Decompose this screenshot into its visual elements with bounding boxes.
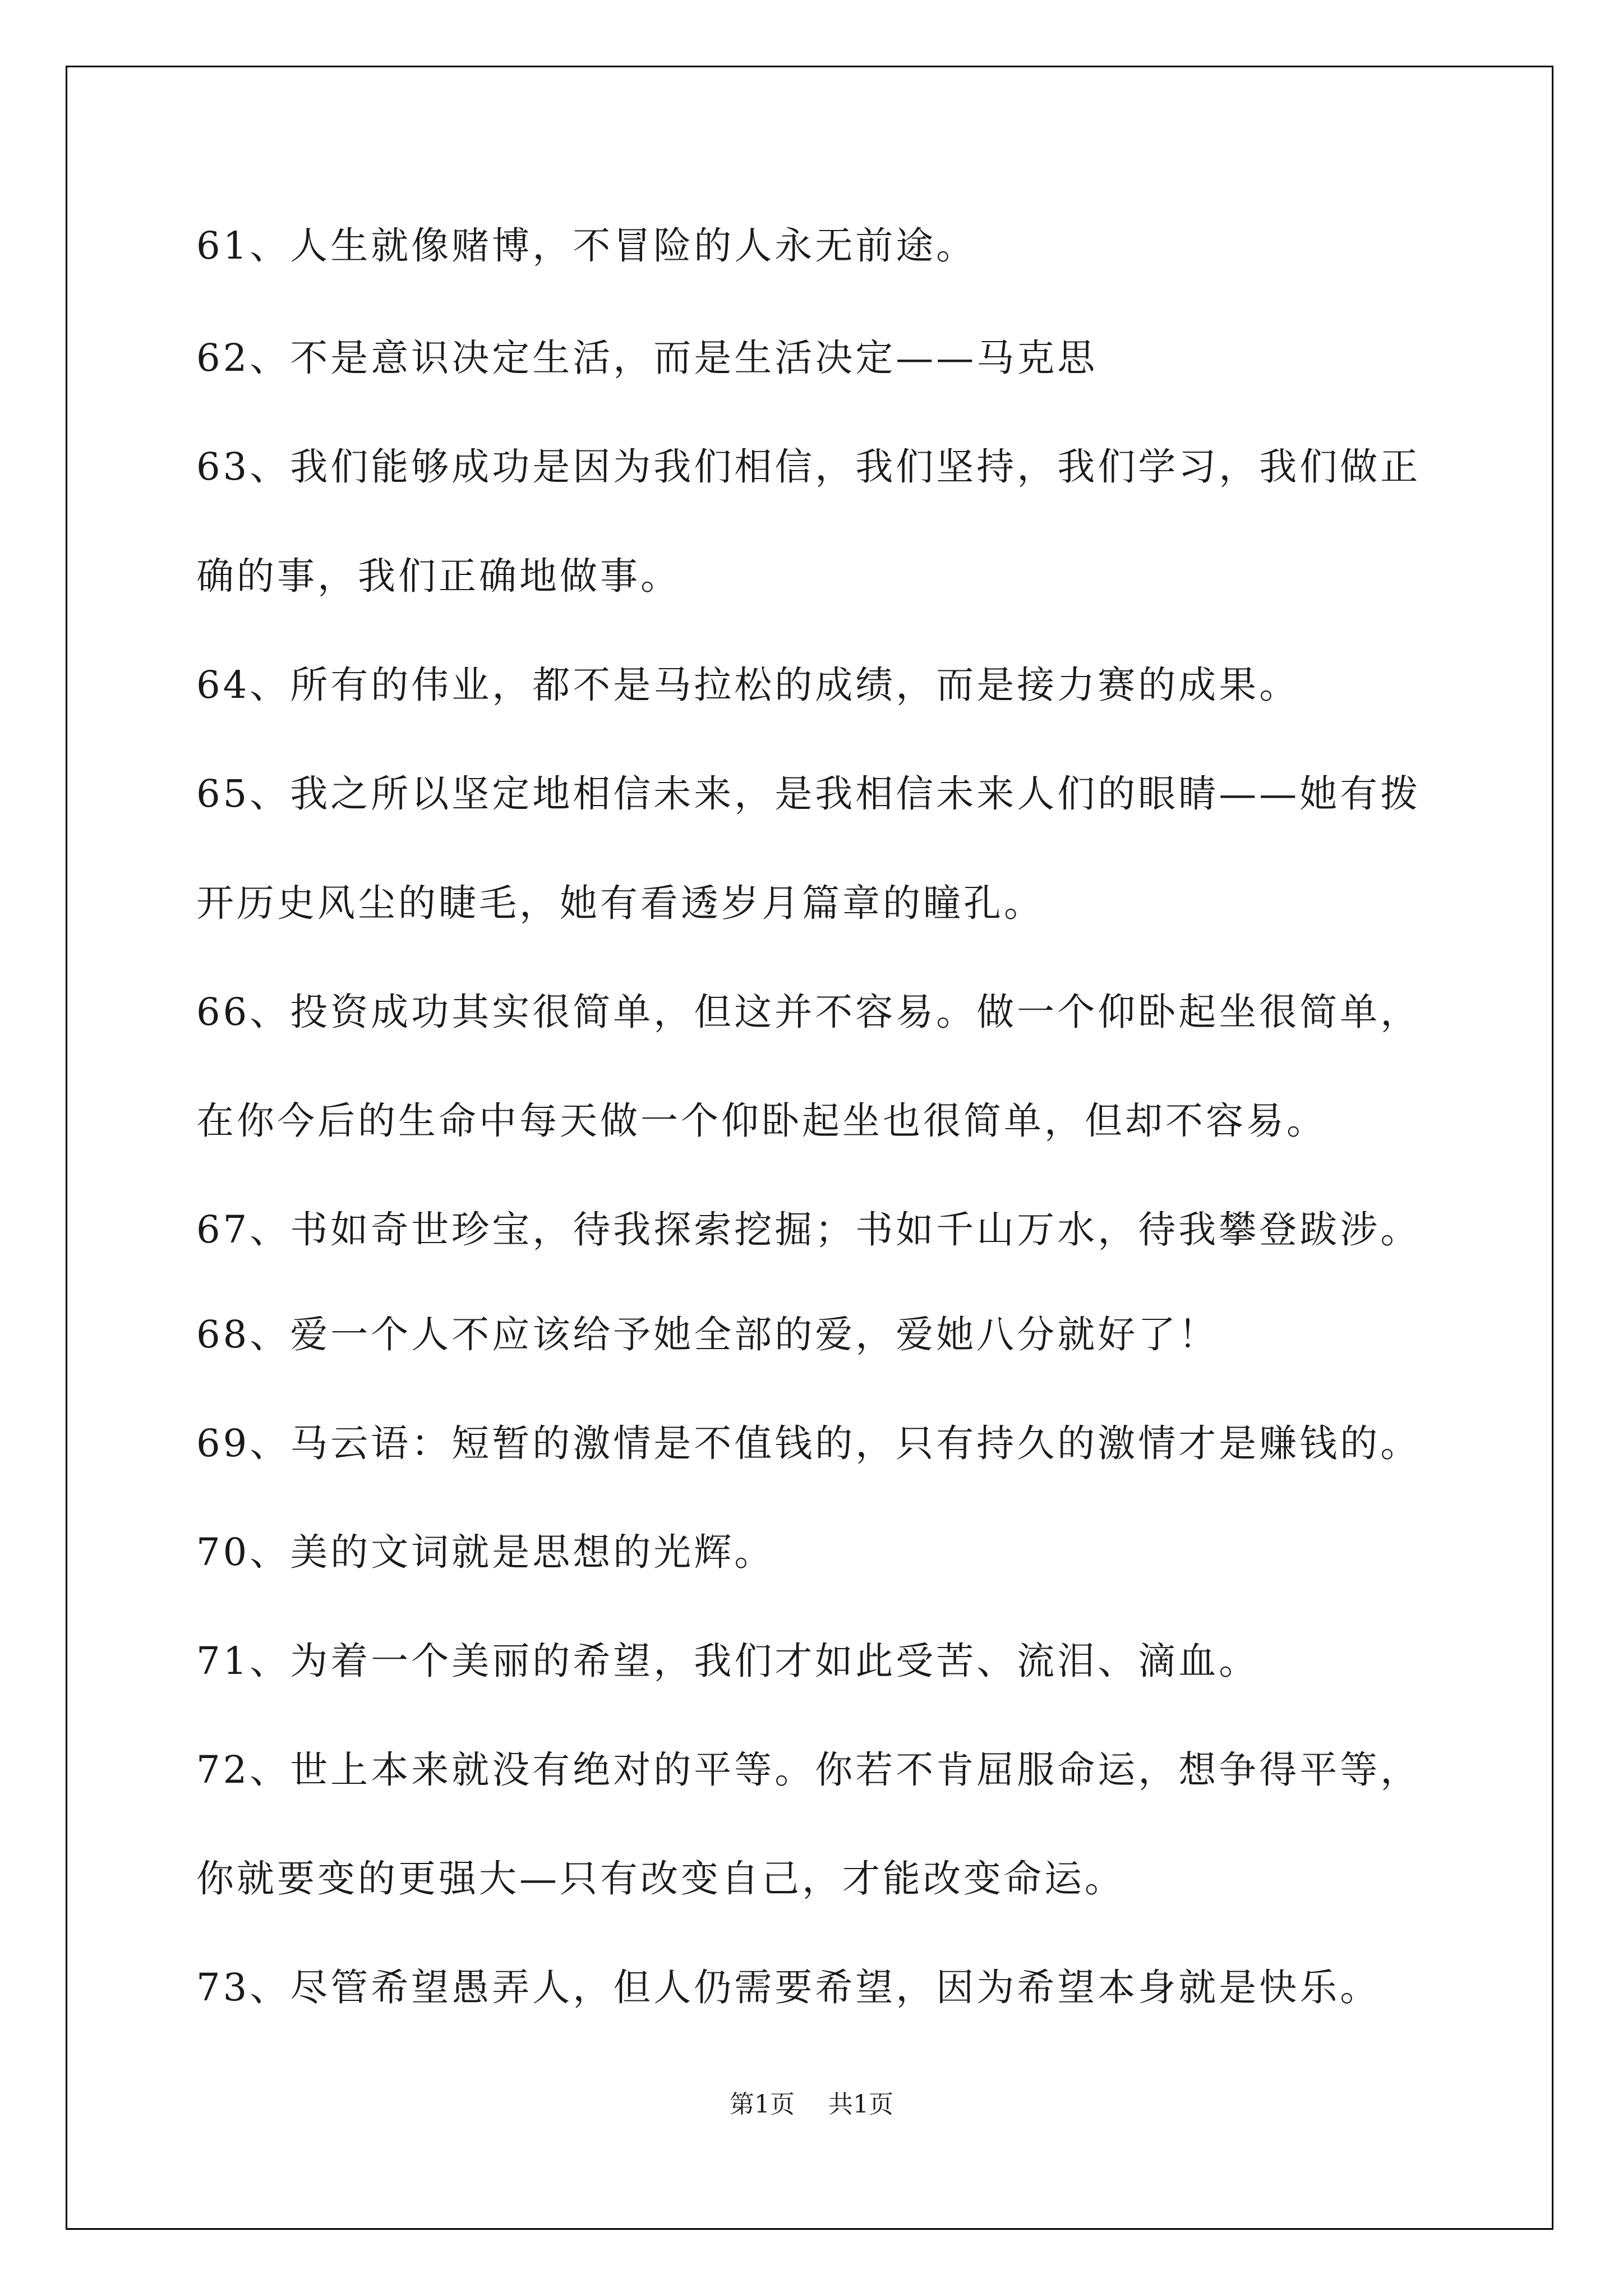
text-line: 63、我们能够成功是因为我们相信，我们坚持，我们学习，我们做正 — [196, 445, 1421, 489]
text-line: 65、我之所以坚定地相信未来，是我相信未来人们的眼睛——她有拨 — [196, 772, 1421, 816]
text-line: 在你今后的生命中每天做一个仰卧起坐也很简单，但却不容易。 — [196, 1099, 1327, 1143]
text-line: 开历史风尘的睫毛，她有看透岁月篇章的瞳孔。 — [196, 881, 1044, 925]
text-line: 64、所有的伟业，都不是马拉松的成绩，而是接力赛的成果。 — [196, 663, 1300, 707]
text-line: 确的事，我们正确地做事。 — [196, 554, 681, 598]
text-line: 68、爱一个人不应该给予她全部的爱，爱她八分就好了！ — [196, 1313, 1219, 1356]
text-line: 61、人生就像赌博，不冒险的人永无前途。 — [196, 224, 977, 268]
text-line: 72、世上本来就没有绝对的平等。你若不肯屈服命运，想争得平等， — [196, 1748, 1421, 1792]
text-line: 71、为着一个美丽的希望，我们才如此受苦、流泪、滴血。 — [196, 1639, 1260, 1683]
text-line: 69、马云语：短暂的激情是不值钱的，只有持久的激情才是赚钱的。 — [196, 1421, 1421, 1465]
page-total: 共1页 — [828, 2090, 893, 2119]
page-footer — [0, 2088, 1623, 2122]
text-line: 73、尽管希望愚弄人，但人仍需要希望，因为希望本身就是快乐。 — [196, 1966, 1381, 2009]
page-border — [66, 66, 1553, 2230]
text-line: 67、书如奇世珍宝，待我探索挖掘；书如千山万水，待我攀登跋涉。 — [196, 1208, 1421, 1251]
text-line: 你就要变的更强大—只有改变自己，才能改变命运。 — [196, 1857, 1125, 1901]
page-number: 第1页 — [730, 2090, 795, 2119]
text-line: 70、美的文词就是思想的光辉。 — [196, 1530, 775, 1574]
text-line: 62、不是意识决定生活，而是生活决定——马克思 — [196, 336, 1098, 380]
text-line: 66、投资成功其实很简单，但这并不容易。做一个仰卧起坐很简单， — [196, 990, 1421, 1034]
